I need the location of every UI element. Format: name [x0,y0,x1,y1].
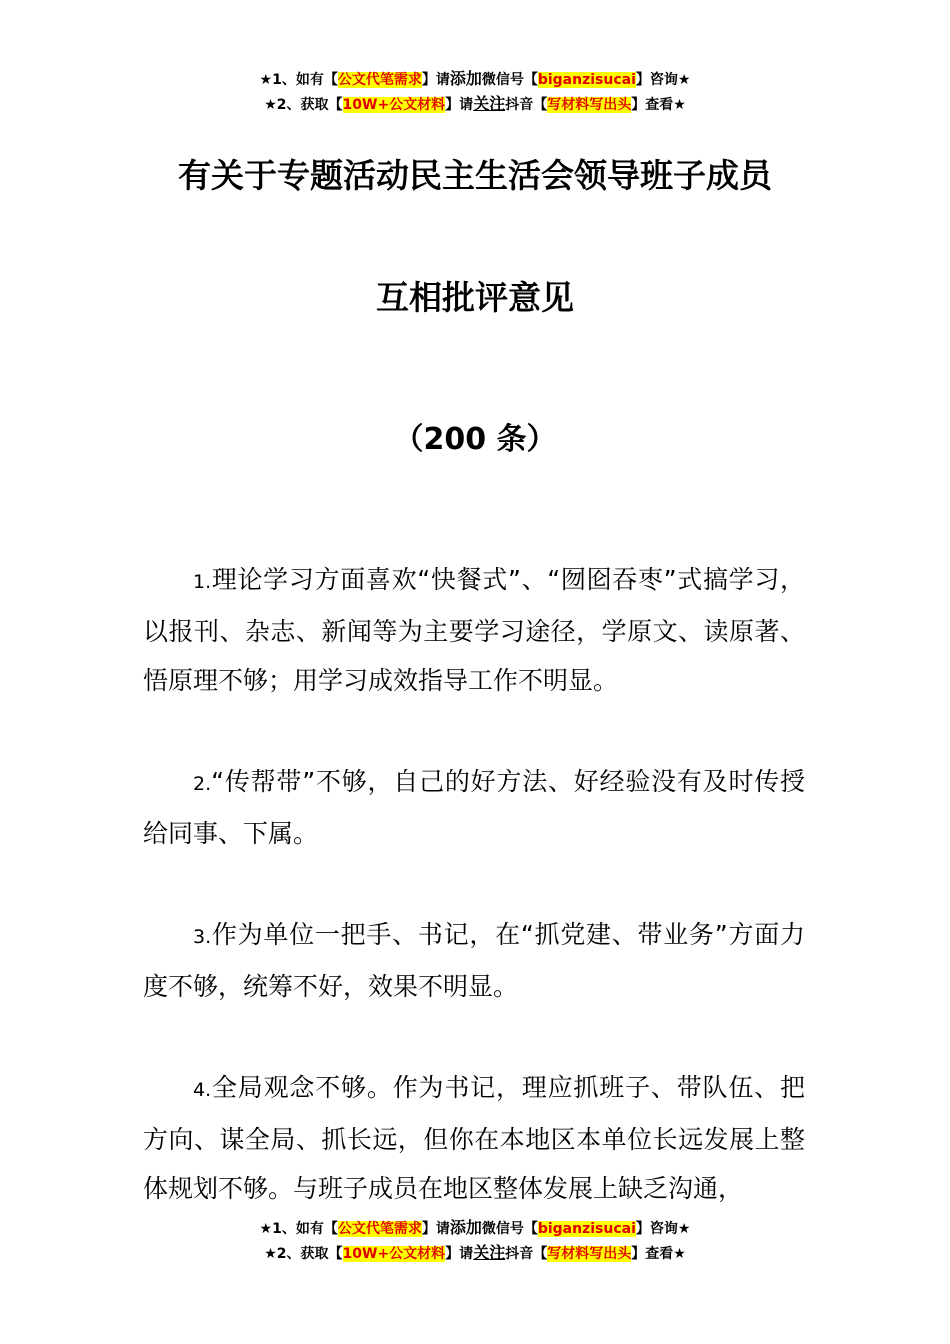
list-item: 3.作为单位一把手、书记，在“抓党建、带业务”方面力度不够，统筹不好，效果不明显。 [143,920,805,1001]
banner-highlight-materials: 10W+公文材料 [342,1246,446,1262]
banner-highlight-wechat: biganzisucai [537,1221,636,1237]
document-title-line-1: 有关于专题活动民主生活会领导班子成员 [178,156,772,195]
list-item: 4.全局观念不够。作为书记，理应抓班子、带队伍、把方向、谋全局、抓长远，但你在本地区本单位长远发展上整体规划不够。与班子成员在地区整体发展上缺乏沟通， [143,1073,805,1203]
list-item: 1.理论学习方面喜欢“快餐式”、“囫囵吞枣”式搞学习，以报刊、杂志、新闻等为主要学习途径，学原文、读原著、悟原理不够；用学习成效指导工作不明显。 [143,565,805,695]
banner-line-2: ★2、获取【10W+公文材料】请关注抖音【写材料写出头】查看★ [264,1243,686,1262]
banner-highlight-wechat: biganzisucai [537,72,636,88]
footer-banner [0,1216,950,1266]
document-subtitle-count: （200 条） [393,422,557,457]
banner-highlight-service: 公文代笔需求 [337,1221,422,1237]
banner-highlight-douyin: 写材料写出头 [547,1246,632,1262]
header-banner [0,67,950,117]
banner-highlight-douyin: 写材料写出头 [547,97,632,113]
banner-line-1: ★1、如有【公文代笔需求】请添加微信号【biganzisucai】咨询★ [259,69,691,88]
banner-line-1: ★1、如有【公文代笔需求】请添加微信号【biganzisucai】咨询★ [259,1218,691,1237]
critique-list [143,555,805,1265]
banner-highlight-materials: 10W+公文材料 [342,97,446,113]
banner-line-2: ★2、获取【10W+公文材料】请关注抖音【写材料写出头】查看★ [264,94,686,113]
document-title-line-2: 互相批评意见 [376,278,574,317]
banner-highlight-service: 公文代笔需求 [337,72,422,88]
list-item: 2.“传帮带”不够，自己的好方法、好经验没有及时传授给同事、下属。 [143,767,805,848]
